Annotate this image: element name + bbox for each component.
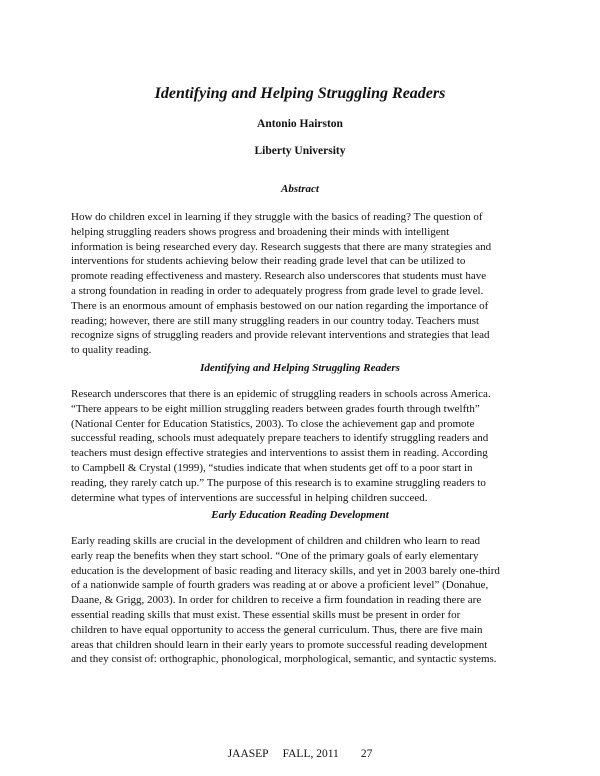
text-line: Research underscores that there is an epidemic of struggling readers in schools across America. (71, 388, 491, 400)
text-line: recognize signs of struggling readers and provide relevant interventions and strategies that lead (71, 329, 490, 342)
text-line: information is being researched every day. Research suggests that there are many strategies and (71, 240, 492, 253)
text-line: promote reading effectiveness and mastery. Research also underscores that students must have (71, 270, 487, 283)
text-line: Daane, & Grigg, 2003). In order for children to receive a firm foundation in reading there are (71, 594, 482, 607)
text-line: (National Center for Education Statistics, 2003). To close the achievement gap and promote (71, 417, 475, 430)
text-line: areas that children should learn in their early years to promote successful reading development (71, 638, 488, 651)
text-line: a strong foundation in reading in order to adequately progress from grade level to grade level. (71, 284, 484, 297)
text-line: reading, they rarely catch up.” The purpose of this research is to examine struggling readers to (71, 476, 486, 489)
text-line: helping struggling readers shows progress and broadening their minds with intelligent (71, 225, 450, 238)
abstract-paragraph (71, 210, 533, 358)
paper-title: Identifying and Helping Struggling Readers (154, 85, 446, 102)
author-affiliation: Liberty University (254, 145, 346, 157)
text-line: early reap the benefits when they start school. “One of the primary goals of early elementary (71, 549, 479, 562)
text-line: There is an enormous amount of emphasis bestowed on our nation regarding the importance of (71, 299, 489, 312)
text-line: of a nationwide sample of fourth graders was reading at or above a proficient level” (Donahue, (71, 579, 489, 592)
text-line: essential reading skills that must exist. These essential skills must be present in order for (71, 608, 461, 621)
text-line: successful reading, schools must adequately prepare teachers to identify struggling readers and (71, 432, 489, 445)
text-line: teachers must design effective strategies and interventions to assist them in reading. According (71, 447, 488, 460)
text-line: determine what types of interventions are successful in helping children succeed. (71, 491, 428, 504)
text-line: and they consist of: orthographic, phonological, morphological, semantic, and syntactic systems. (71, 653, 497, 666)
text-line: reading; however, there are still many struggling readers in our country today. Teachers must (71, 314, 480, 327)
page-number: 27 (360, 748, 373, 760)
page-footer (0, 747, 600, 761)
text-line: education is the development of basic reading and literacy skills, and yet in 2003 barely one-third (71, 564, 500, 577)
text-line: to Campbell & Crystal (1999), “studies indicate that when students get off to a poor start in (71, 461, 473, 474)
section-heading-early-education: Early Education Reading Development (211, 509, 389, 521)
text-line: interventions for students achieving below their reading grade level that can be utilized to (71, 255, 466, 268)
text-line: “There appears to be eight million struggling readers between grades fourth through twelfth” (71, 402, 480, 415)
text-line: How do children excel in learning if they struggle with the basics of reading? The question of (71, 211, 483, 223)
footer-journal: JAASEP (227, 748, 269, 760)
section-paragraph-identifying (71, 387, 533, 505)
text-line: children to have equal opportunity to access the general curriculum. Thus, there are five main (71, 623, 483, 636)
section-heading-identifying: Identifying and Helping Struggling Readers (200, 362, 400, 374)
abstract-heading: Abstract (281, 183, 319, 195)
footer-issue: FALL, 2011 (282, 748, 339, 760)
author-name: Antonio Hairston (257, 118, 343, 130)
text-line: Early reading skills are crucial in the development of children and children who learn to read (71, 535, 480, 547)
text-line: to quality reading. (71, 344, 152, 357)
section-paragraph-early-education (71, 534, 533, 667)
